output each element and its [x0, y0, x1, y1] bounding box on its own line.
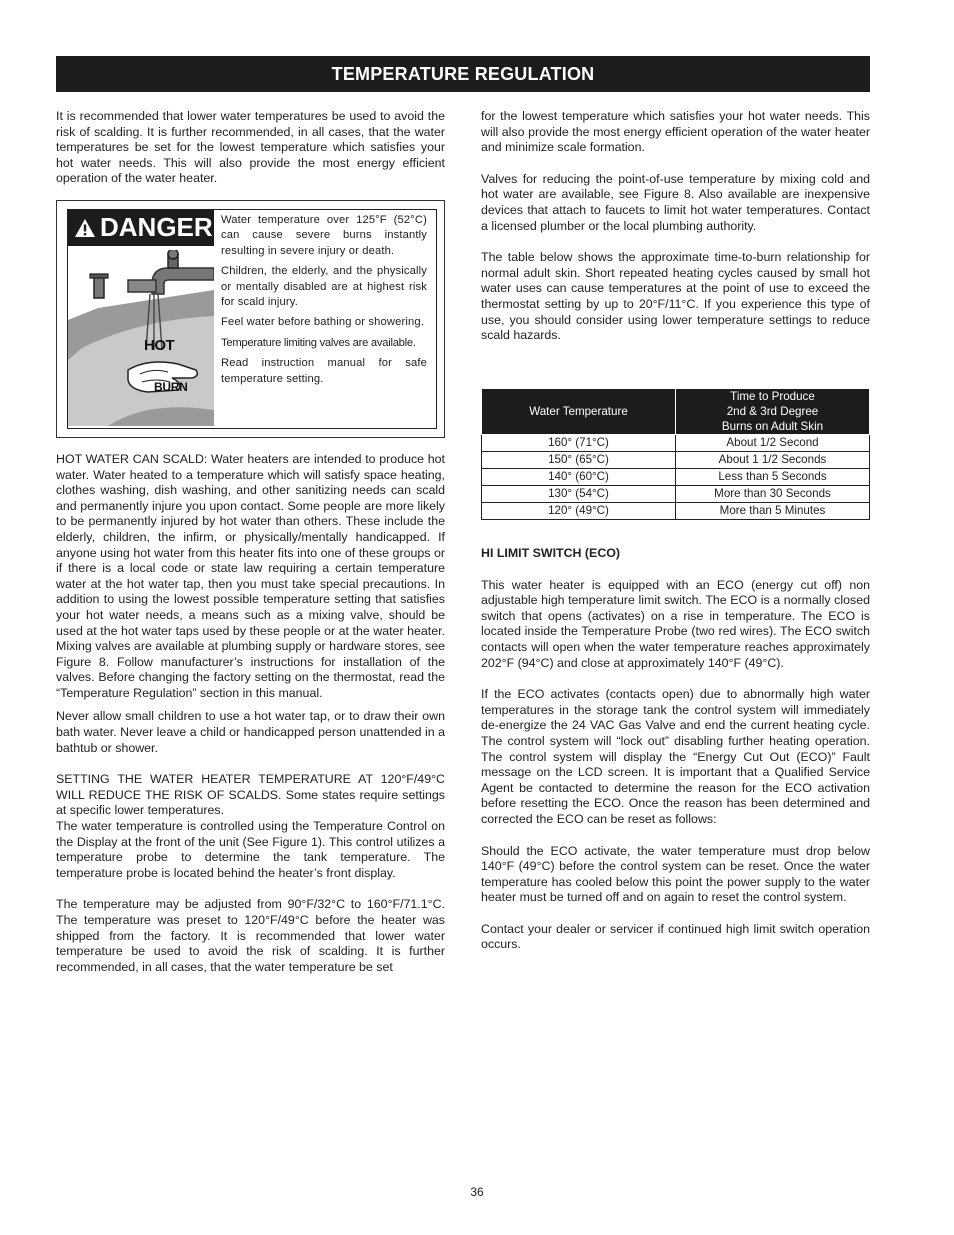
header-time-to-burn [676, 389, 870, 435]
table-row [482, 503, 870, 520]
table-intro-paragraph: The table below shows the approximate time-to-burn relationship for normal adult skin. Short repeated heating cycles caused by small hot water uses can cause temperatures at the point of use to exceed the thermostat setting by up to 20°F/11°C. If you experience this type of use, you should consider using lower temperature settings to reduce scald hazards. [481, 250, 870, 343]
danger-header [68, 210, 214, 246]
table-row [482, 452, 870, 469]
adjust-paragraph: The temperature may be adjusted from 90°F/32°C to 160°F/71.1°C. The temperature was preset to 120°F/49°C before the heater was shipped from the factory. It is recommended that lower water temperature be used to avoid the risk of scalding. It is further recommended, in all cases, that the water temperature be set [56, 897, 445, 974]
danger-warning-box [56, 200, 445, 438]
valves-paragraph: Valves for reducing the point-of-use temperature by mixing cold and hot water are available, see Figure 8. Also available are inexpensive devices that attach to faucets to limit hot water temperatures. Contact a licensed plumber or the local plumbing authority. [481, 171, 870, 233]
danger-text-5: Read instruction manual for safe temperature setting. [221, 357, 427, 385]
danger-text-3: Feel water before bathing or showering. [221, 316, 424, 329]
burn-label: BURN [154, 379, 188, 394]
danger-text-block [221, 213, 427, 392]
eco-section [481, 546, 870, 953]
intro-paragraph: It is recommended that lower water temperatures be used to avoid the risk of scalding. It is further recommended, in all cases, that the water temperatures be set for the lowest temperature which satisfies your hot water needs. This will also provide the most energy efficient operation of the water heater. [56, 109, 445, 186]
header-line-1: Time to Produce [730, 390, 815, 403]
time-to-burn-table [481, 388, 870, 520]
time-cell: More than 30 Seconds [676, 486, 870, 503]
scald-pictogram [68, 250, 214, 426]
eco-heading: HI LIMIT SWITCH (ECO) [481, 546, 621, 560]
section-title: TEMPERATURE REGULATION [331, 63, 595, 84]
table-row [482, 486, 870, 503]
warning-triangle-icon [74, 218, 96, 238]
setting-paragraph: SETTING THE WATER HEATER TEMPERATURE AT 120°F/49°C WILL REDUCE THE RISK OF SCALDS. Some states require settings at specific lower temperatures. [56, 772, 445, 818]
danger-text-1: Water temperature over 125°F (52°C) can cause severe burns instantly resulting in severe injury or death. [221, 213, 427, 257]
section-title-banner [56, 56, 870, 92]
temp-cell: 140° (60°C) [482, 469, 676, 486]
table-row [482, 435, 870, 452]
table-header-row [482, 389, 870, 435]
left-column [56, 109, 445, 975]
eco-paragraph-2: If the ECO activates (contacts open) due to abnormally high water temperatures in the storage tank the control system will immediately de-energize the 24 VAC Gas Valve and end the current heating cycle. The control system will “lock out” disabling further heating operation. The control system will display the “Energy Cut Out (ECO)” Fault message on the LCD screen. It is important that a Qualified Service Agent be contacted to determine the reason for the ECO activation before resetting the ECO. Once the reason has been determined and corrected the ECO can be reset as follows: [481, 687, 870, 826]
table-row [482, 469, 870, 486]
hot-label: HOT [144, 336, 175, 354]
children-paragraph: Never allow small children to use a hot water tap, or to draw their own bath water. Never leave a child or handicapped person unattended in a bathtub or shower. [56, 709, 445, 755]
danger-text-4: Temperature limiting valves are available. [221, 336, 416, 349]
temp-cell: 160° (71°C) [482, 435, 676, 452]
eco-paragraph-3: Should the ECO activate, the water temperature must drop below 140°F (49°C) before the control system can be reset. Once the water temperature has cooled below this point the power supply to the water heater must be turned off and on again to reset the control system. [481, 843, 870, 905]
scald-paragraph: HOT WATER CAN SCALD: Water heaters are intended to produce hot water. Water heated to a temperature which will satisfy space heating, clothes washing, dish washing, and other sanitizing needs can scald and permanently injure you upon contact. Some people are more likely to be permanently injured by hot water than others. These include the elderly, children, the infirm, or physically/mentally handicapped. If anyone using hot water from this heater fits into one of these groups or if there is a local code or state law requiring a certain temperature water at the hot water tap, then you must take special precautions. In addition to using the lowest possible temperature setting that satisfies your hot water needs, a means such as a mixing valve, should be used at the hot water taps used by these people or at the water heater. Mixing valves are available at plumbing supply or hardware stores, see Figure 8. Follow manufacturer’s instructions for installation of the valves. Before changing the factory setting on the thermostat, read the “Temperature Regulation” section in this manual. [56, 451, 445, 700]
eco-paragraph-4: Contact your dealer or servicer if continued high limit switch operation occurs. [481, 921, 870, 952]
right-column [481, 109, 870, 344]
header-water-temperature: Water Temperature [482, 389, 676, 435]
eco-paragraph-1: This water heater is equipped with an ECO (energy cut off) non adjustable high temperature limit switch. The ECO is a normally closed switch that opens (activates) on a rise in temperature. The ECO is located inside the Temperature Probe (two red wires). The ECO switch contacts will open when the water temperature reaches approximately 202°F (94°C) and close at approximately 140°F (49°C). [481, 577, 870, 670]
time-cell: Less than 5 Seconds [676, 469, 870, 486]
danger-label: DANGER [100, 212, 213, 243]
continued-paragraph: for the lowest temperature which satisfies your hot water needs. This will also provide the most energy efficient operation of the water heater and minimize scale formation. [481, 109, 870, 155]
temp-cell: 120° (49°C) [482, 503, 676, 520]
temp-cell: 150° (65°C) [482, 452, 676, 469]
time-cell: About 1 1/2 Seconds [676, 452, 870, 469]
header-line-2: 2nd & 3rd Degree [726, 405, 819, 418]
control-paragraph: The water temperature is controlled using the Temperature Control on the Display at the front of the unit (See Figure 1). This control utilizes a temperature probe to determine the tank temperature. The temperature probe is located behind the heater’s front display. [56, 819, 445, 880]
header-line-3: Burns on Adult Skin [721, 420, 824, 433]
time-cell: More than 5 Minutes [676, 503, 870, 520]
time-cell: About 1/2 Second [676, 435, 870, 452]
temp-cell: 130° (54°C) [482, 486, 676, 503]
page-number: 36 [470, 1185, 484, 1199]
danger-text-2: Children, the elderly, and the physically or mentally disabled are at highest risk for scald injury. [221, 265, 427, 308]
hot-water-faucet-illustration [68, 250, 214, 426]
danger-label-panel [67, 209, 437, 429]
